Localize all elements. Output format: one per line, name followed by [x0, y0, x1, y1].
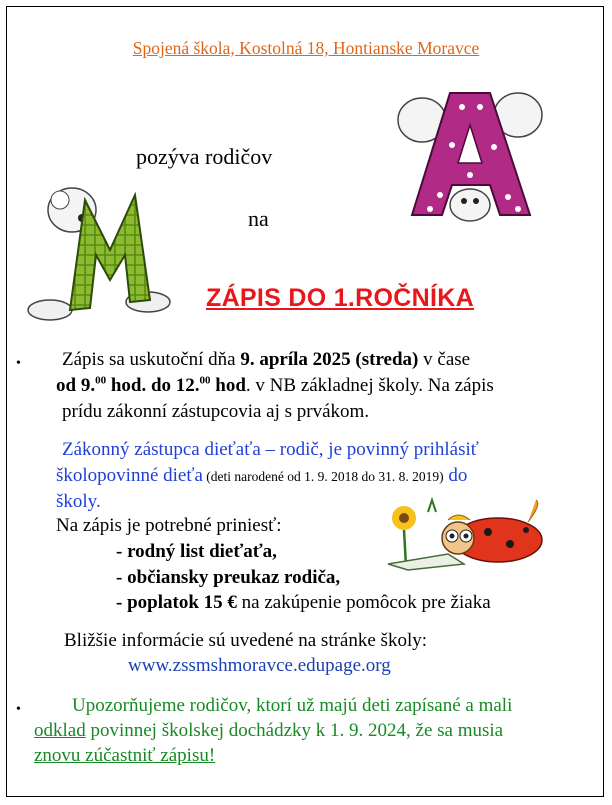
ladybug-reading-icon — [388, 498, 546, 570]
bring-item-birth-certificate: - rodný list dieťaťa, — [116, 541, 277, 562]
bring-fee-amount: - poplatok 15 € — [116, 592, 237, 613]
page-title: ZÁPIS DO 1.ROČNÍKA — [206, 284, 474, 312]
guardian-to: do — [443, 465, 468, 486]
bring-item-fee — [116, 590, 491, 615]
guardian-line-3: školy. — [56, 491, 101, 512]
school-header: Spojená škola, Kostolná 18, Hontianske Moravce — [132, 38, 480, 58]
letter-m-mouse-icon — [30, 180, 175, 325]
notice-line-2 — [34, 718, 503, 743]
info-time-from-sup: 00 — [95, 374, 107, 387]
bring-fee-purpose: na zakúpenie pomôcok pre žiaka — [236, 592, 491, 613]
notice-line-3: znovu zúčastniť zápisu! — [34, 745, 216, 766]
more-info-text: Bližšie informácie sú uvedené na stránke školy: — [64, 630, 428, 651]
info-time-intro: v čase — [418, 349, 471, 370]
guardian-line-2 — [56, 463, 467, 489]
invite-line-2: na — [248, 206, 269, 231]
info-line-2 — [56, 373, 494, 398]
bullet-mark-1: • — [16, 356, 21, 371]
bring-item-id-card: - občiansky preukaz rodiča, — [116, 567, 341, 588]
school-website-link-main[interactable]: www.zssmshmoravce.edupa — [128, 655, 344, 676]
info-line-3: prídu zákonní zástupcovia aj s prvákom. — [62, 401, 370, 422]
letter-a-mouse-icon — [390, 85, 550, 230]
info-line-1 — [62, 347, 470, 372]
school-website-link[interactable] — [128, 653, 391, 678]
info-date-intro: Zápis sa uskutoční dňa — [62, 349, 241, 370]
guardian-line-1: Zákonný zástupca dieťaťa – rodič, je povinný prihlásiť — [62, 439, 479, 460]
guardian-birth-range: (deti narodené od 1. 9. 2018 do 31. 8. 2019) — [202, 469, 444, 484]
notice-deferral-rest: povinnej školskej dochádzky k 1. 9. 2024, že sa musia — [85, 720, 504, 741]
info-date: 9. apríla 2025 (streda) — [240, 349, 419, 370]
guardian-child: školopovinné dieťa — [56, 465, 203, 486]
info-place: . v NB základnej školy. Na zápis — [245, 375, 494, 396]
bullet-mark-2: • — [16, 702, 21, 717]
bring-intro: Na zápis je potrebné priniesť: — [56, 515, 282, 536]
school-website-link-tail[interactable]: ge.org — [343, 655, 391, 676]
info-time-from: od 9. — [56, 375, 96, 396]
notice-deferral: odklad — [34, 720, 86, 741]
info-time-to: hod. do 12. — [106, 375, 200, 396]
info-time-to-sup: 00 — [199, 374, 211, 387]
invite-line-1: pozýva rodičov — [136, 144, 273, 169]
notice-line-1: Upozorňujeme rodičov, ktorí už majú deti zapísané a mali — [72, 695, 513, 716]
info-time-hod: hod — [210, 375, 246, 396]
